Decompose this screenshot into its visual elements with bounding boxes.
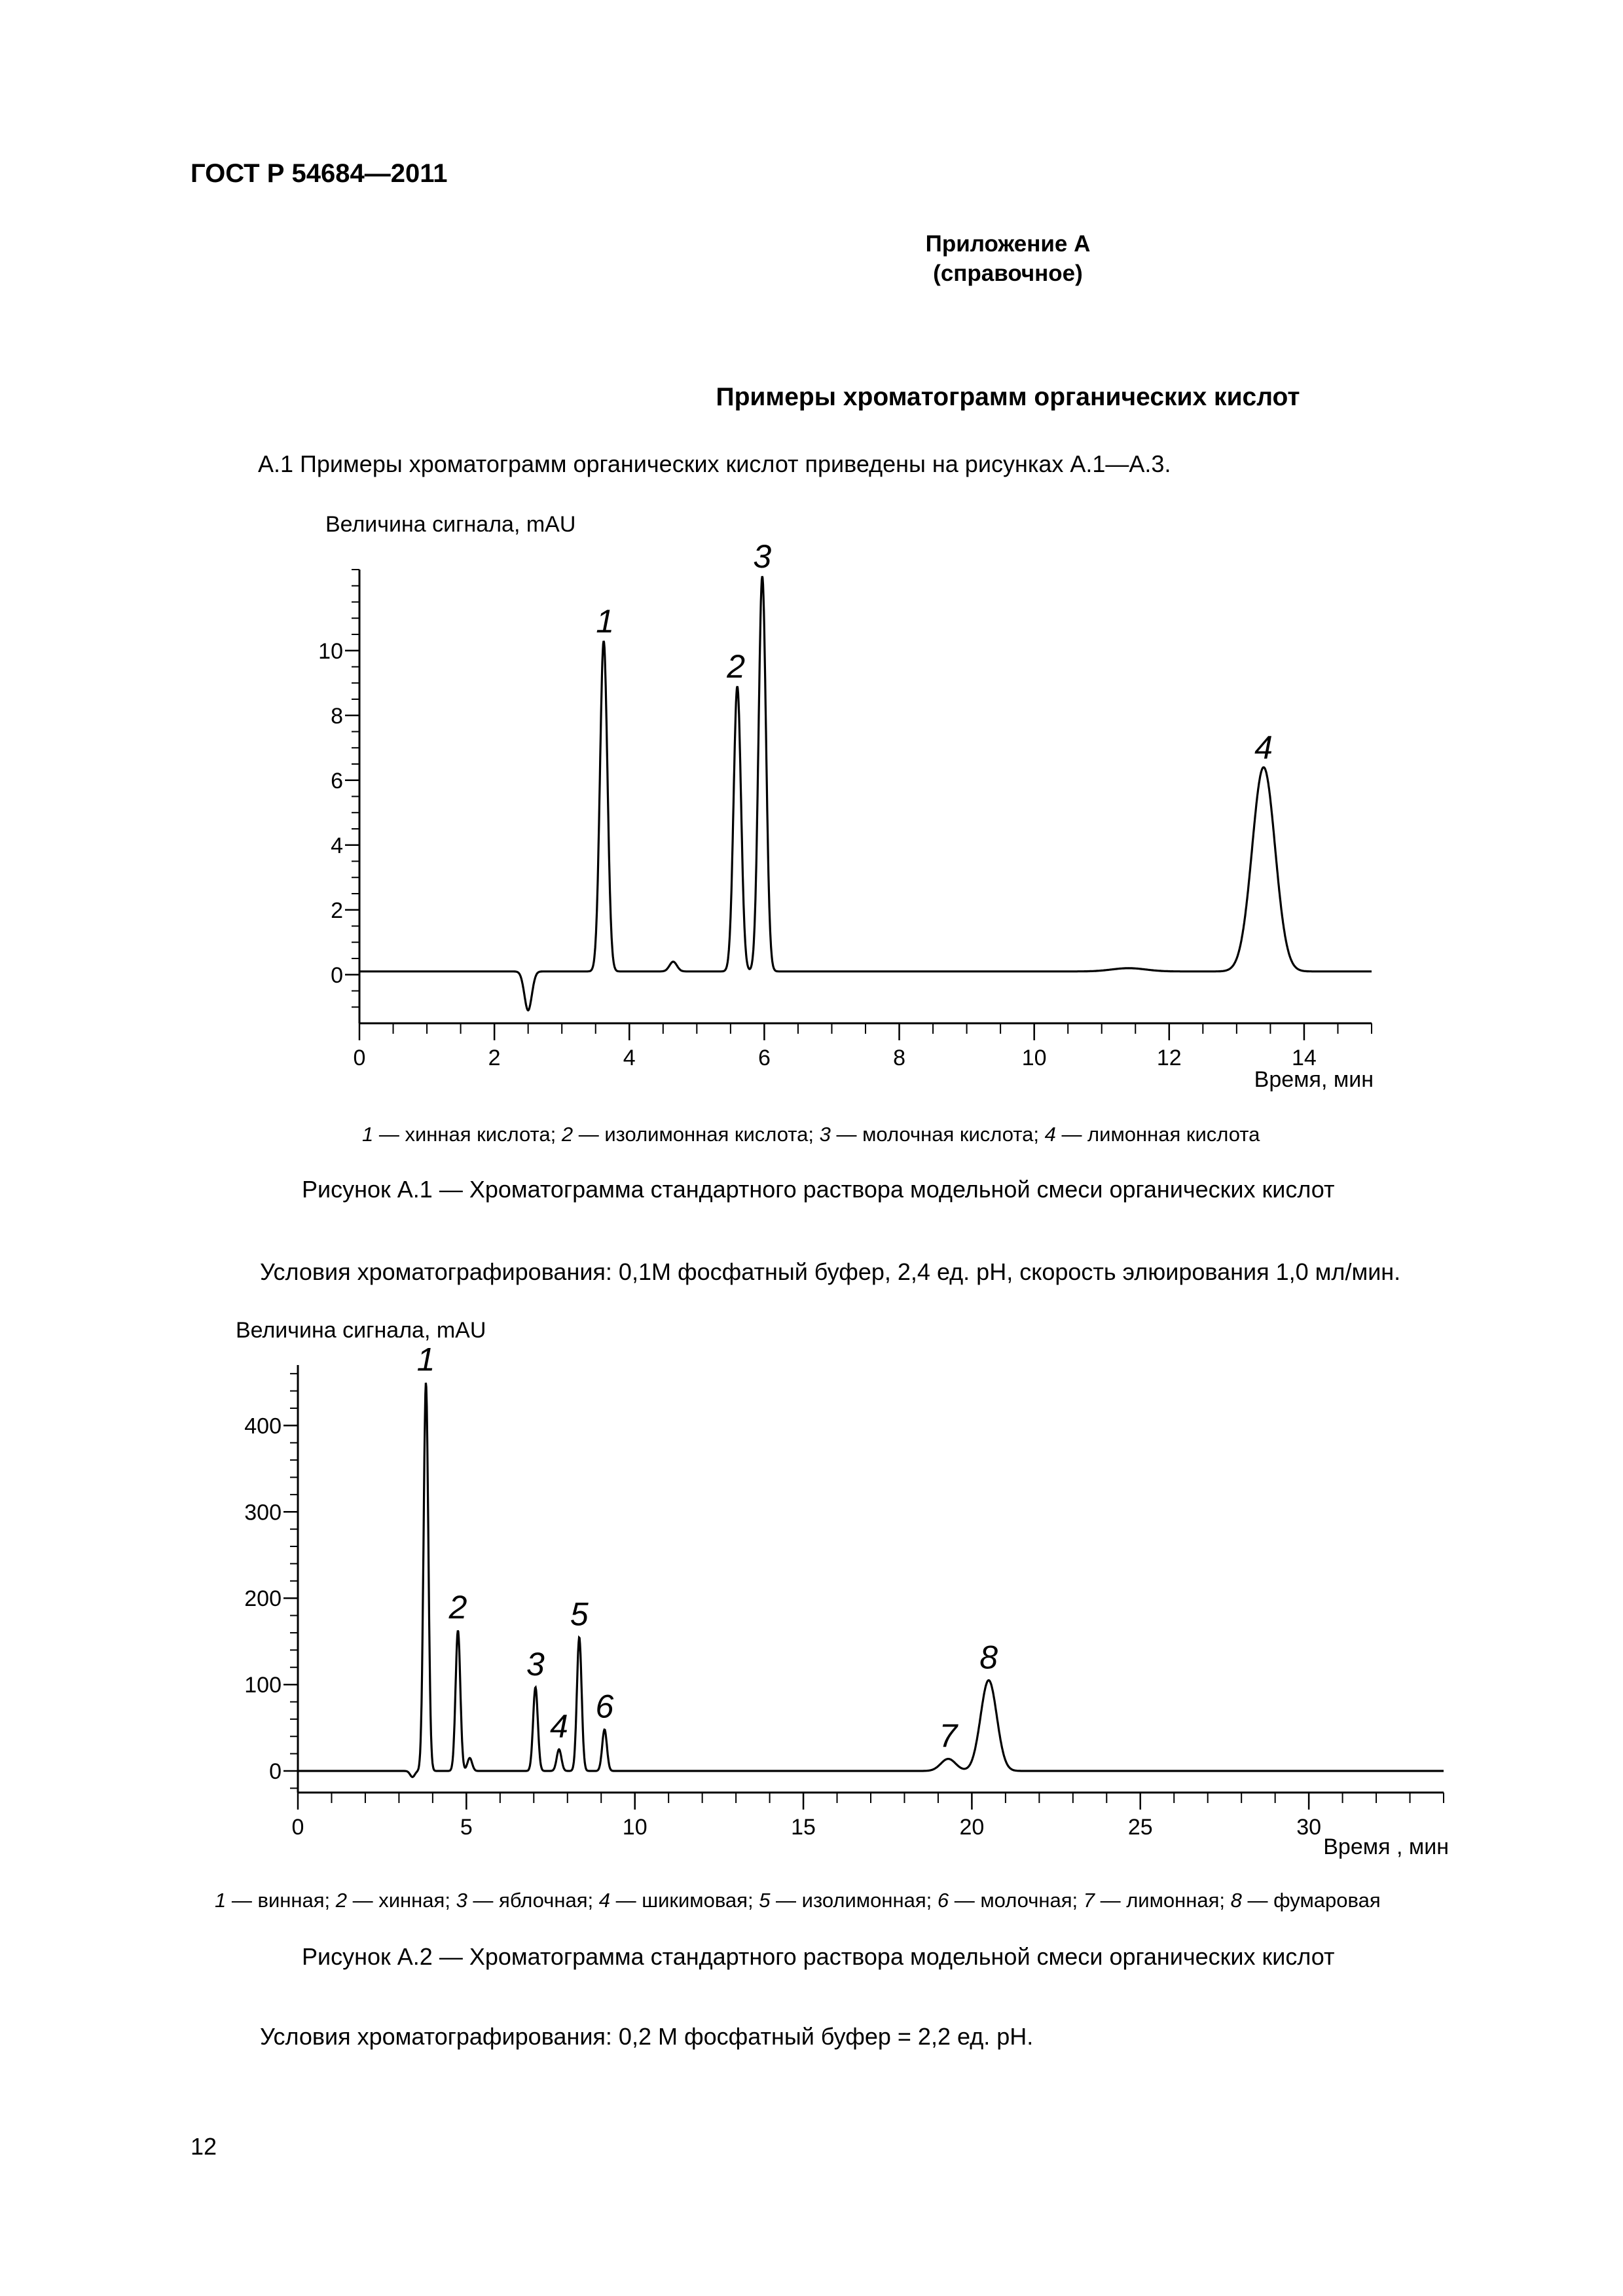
peak-label-4: 4	[1254, 729, 1273, 766]
x-tick-label: 30	[1296, 1815, 1322, 1840]
peak-label-2: 2	[727, 648, 746, 685]
peak-label-4: 4	[549, 1708, 568, 1745]
legend2-num-6: 6	[937, 1889, 949, 1912]
y-tick-label: 6	[331, 768, 343, 793]
legend1-num-2: 2	[561, 1123, 574, 1146]
legend2-num-8: 8	[1230, 1889, 1242, 1912]
figure2-caption: Рисунок А.2 — Хроматограмма стандартного раствора модельной смеси органических кислот	[302, 1943, 1335, 1970]
peak-label-5: 5	[570, 1595, 589, 1633]
legend2-num-3: 3	[456, 1889, 467, 1912]
y-tick-label: 4	[331, 833, 343, 858]
x-tick-label: 10	[1021, 1046, 1047, 1070]
legend1-num-4: 4	[1044, 1123, 1056, 1146]
legend2-text-3: — яблочная;	[467, 1889, 599, 1912]
x-tick-label: 14	[1292, 1046, 1317, 1070]
peak-label-7: 7	[939, 1717, 958, 1755]
peak-label-2: 2	[448, 1588, 467, 1626]
legend2-text-7: — лимонная;	[1094, 1889, 1231, 1912]
chart1-xlabel: Время, мин	[1254, 1067, 1374, 1092]
y-tick-label: 300	[244, 1500, 282, 1525]
figure1-caption: Рисунок А.1 — Хроматограмма стандартного раствора модельной смеси органических кислот	[302, 1176, 1335, 1203]
y-tick-label: 400	[244, 1413, 282, 1439]
x-tick-label: 20	[959, 1815, 985, 1840]
annex-note: (справочное)	[933, 261, 1083, 286]
chart2-peak-labels	[417, 1341, 998, 1754]
chart1-ylabel: Величина сигнала, mAU	[325, 512, 576, 537]
peak-label-8: 8	[979, 1639, 998, 1676]
peak-label-6: 6	[595, 1688, 614, 1725]
intro-paragraph: А.1 Примеры хроматограмм органических кислот приведены на рисунках А.1—А.3.	[258, 450, 1171, 477]
x-tick-label: 6	[757, 1046, 771, 1070]
legend1-text-2: — изолимонная кислота;	[573, 1123, 820, 1146]
annex-title: Приложение А	[925, 231, 1091, 257]
y-tick-label: 0	[331, 962, 343, 988]
x-tick-label: 10	[622, 1815, 647, 1840]
legend2-num-1: 1	[215, 1889, 227, 1912]
x-tick-label: 5	[460, 1815, 473, 1840]
chart2-xlabel: Время , мин	[1323, 1834, 1449, 1859]
y-tick-label: 10	[318, 638, 343, 664]
x-tick-label: 4	[623, 1046, 636, 1070]
legend2-num-4: 4	[598, 1889, 610, 1912]
y-tick-label: 100	[244, 1673, 282, 1698]
chart2-trace	[298, 1383, 1444, 1777]
legend1-num-1: 1	[362, 1123, 374, 1146]
figure2-conditions: Условия хроматографирования: 0,2 М фосфатный буфер = 2,2 ед. pH.	[260, 2023, 1034, 2050]
peak-label-3: 3	[526, 1646, 545, 1683]
figure2-legend	[215, 1889, 1381, 1912]
legend1-text-4: — лимонная кислота	[1055, 1123, 1260, 1146]
peak-label-1: 1	[596, 602, 615, 640]
x-tick-label: 8	[893, 1046, 905, 1070]
x-tick-label: 15	[791, 1815, 816, 1840]
y-tick-label: 200	[244, 1586, 282, 1612]
legend2-num-5: 5	[759, 1889, 771, 1912]
x-tick-label: 25	[1127, 1815, 1153, 1840]
legend2-text-8: — фумаровая	[1241, 1889, 1381, 1912]
y-tick-label: 0	[269, 1759, 282, 1785]
legend2-num-2: 2	[335, 1889, 348, 1912]
x-tick-label: 0	[353, 1046, 366, 1070]
peak-label-3: 3	[753, 538, 772, 575]
legend2-text-4: — шикимовая;	[610, 1889, 759, 1912]
legend2-text-6: — молочная;	[949, 1889, 1084, 1912]
x-tick-label: 12	[1156, 1046, 1182, 1070]
legend2-text-2: — хинная;	[347, 1889, 456, 1912]
legend1-text-1: — хинная кислота;	[373, 1123, 562, 1146]
peak-label-1: 1	[416, 1341, 435, 1378]
figure1-conditions: Условия хроматографирования: 0,1М фосфатный буфер, 2,4 ед. pH, скорость элюирования 1,0 мл/мин.	[260, 1258, 1401, 1285]
x-tick-label: 2	[488, 1046, 501, 1070]
page-number: 12	[191, 2133, 217, 2160]
legend1-text-3: — молочная кислота;	[830, 1123, 1045, 1146]
chart2-ylabel: Величина сигнала, mAU	[236, 1318, 486, 1343]
y-tick-label: 2	[331, 898, 343, 923]
x-tick-label: 0	[291, 1815, 304, 1840]
legend2-num-7: 7	[1083, 1889, 1095, 1912]
legend2-text-1: — винная;	[226, 1889, 336, 1912]
document-header: ГОСТ Р 54684—2011	[191, 159, 448, 188]
legend1-num-3: 3	[819, 1123, 831, 1146]
y-tick-label: 8	[331, 703, 343, 729]
legend2-text-5: — изолимонная;	[770, 1889, 938, 1912]
section-title: Примеры хроматограмм органических кислот	[716, 383, 1300, 411]
